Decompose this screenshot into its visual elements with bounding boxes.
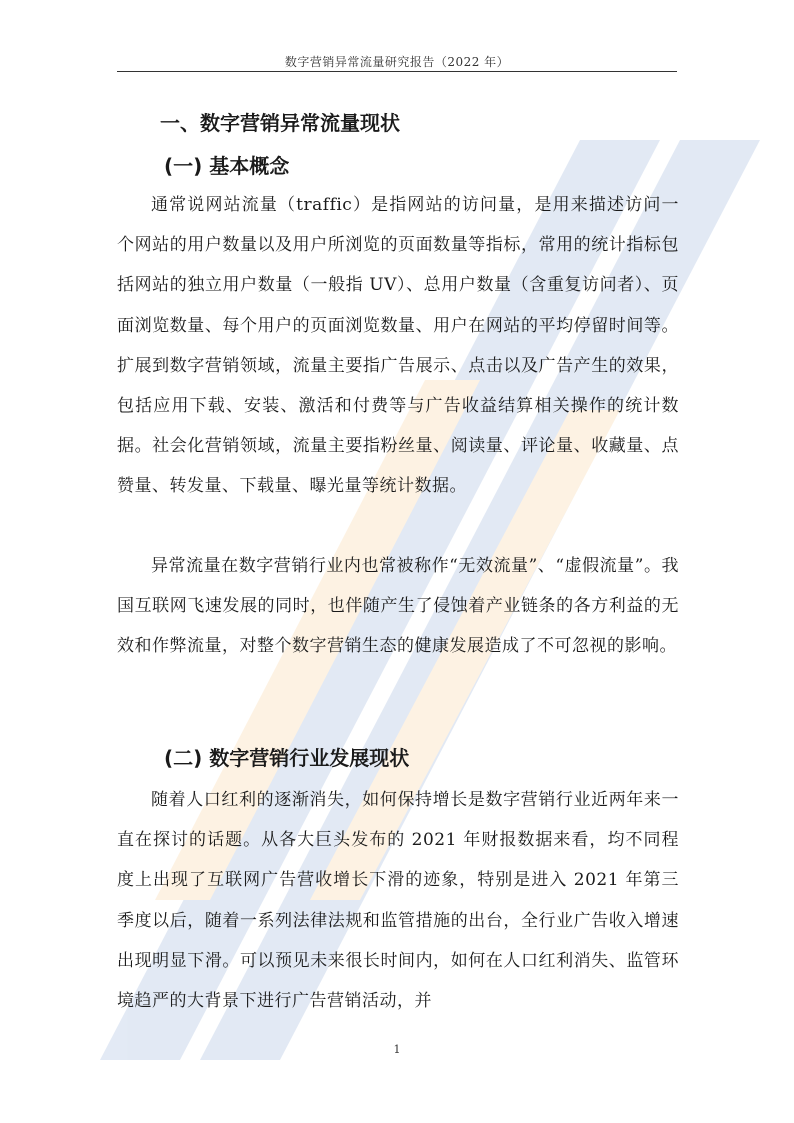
paragraph-traffic-definition: 通常说网站流量（traffic）是指网站的访问量，是用来描述访问一个网站的用户数量以及用户所浏览的页面数量等指标，常用的统计指标包括网站的独立用户数量（一般指 UV）、总用户数量（含重复访问者）、页面浏览数量、每个用户的页面浏览数量、用户在网站的平均停留时间等。扩展到数字营销领域，流量主要指广告展示、点击以及广告产生的效果，包括应用下载、安装、激活和付费等与广告收益结算相关操作的统计数据。社会化营销领域，流量主要指粉丝量、阅读量、评论量、收藏量、点赞量、转发量、下载量、曝光量等统计数据。 xyxy=(117,195,679,497)
section-heading: 一、数字营销异常流量现状 xyxy=(160,111,400,135)
page-number: 1 xyxy=(393,1043,401,1056)
running-header: 数字营销异常流量研究报告（2022 年） xyxy=(284,55,510,69)
subsection-heading-industry-status: (二) 数字营销行业发展现状 xyxy=(164,746,410,770)
subsection-heading-basic-concepts: (一) 基本概念 xyxy=(164,154,290,178)
header-divider xyxy=(117,71,677,72)
paragraph-industry-growth: 随着人口红利的逐渐消失，如何保持增长是数字营销行业近两年来一直在探讨的话题。从各大巨头发布的 2021 年财报数据来看，均不同程度上出现了互联网广告营收增长下滑的迹象，特别是进入 2021 年第三季度以后，随着一系列法律法规和监管措施的出台，全行业广告收入增速出现明显下滑。可以预见未来很长时间内，如何在人口红利消失、监管环境趋严的大背景下进行广告营销活动，并 xyxy=(117,790,679,1012)
paragraph-abnormal-traffic: 异常流量在数字营销行业内也常被称作“无效流量”、“虚假流量”。我国互联网飞速发展的同时，也伴随产生了侵蚀着产业链条的各方利益的无效和作弊流量，对整个数字营销生态的健康发展造成了不可忽视的影响。 xyxy=(117,556,679,657)
